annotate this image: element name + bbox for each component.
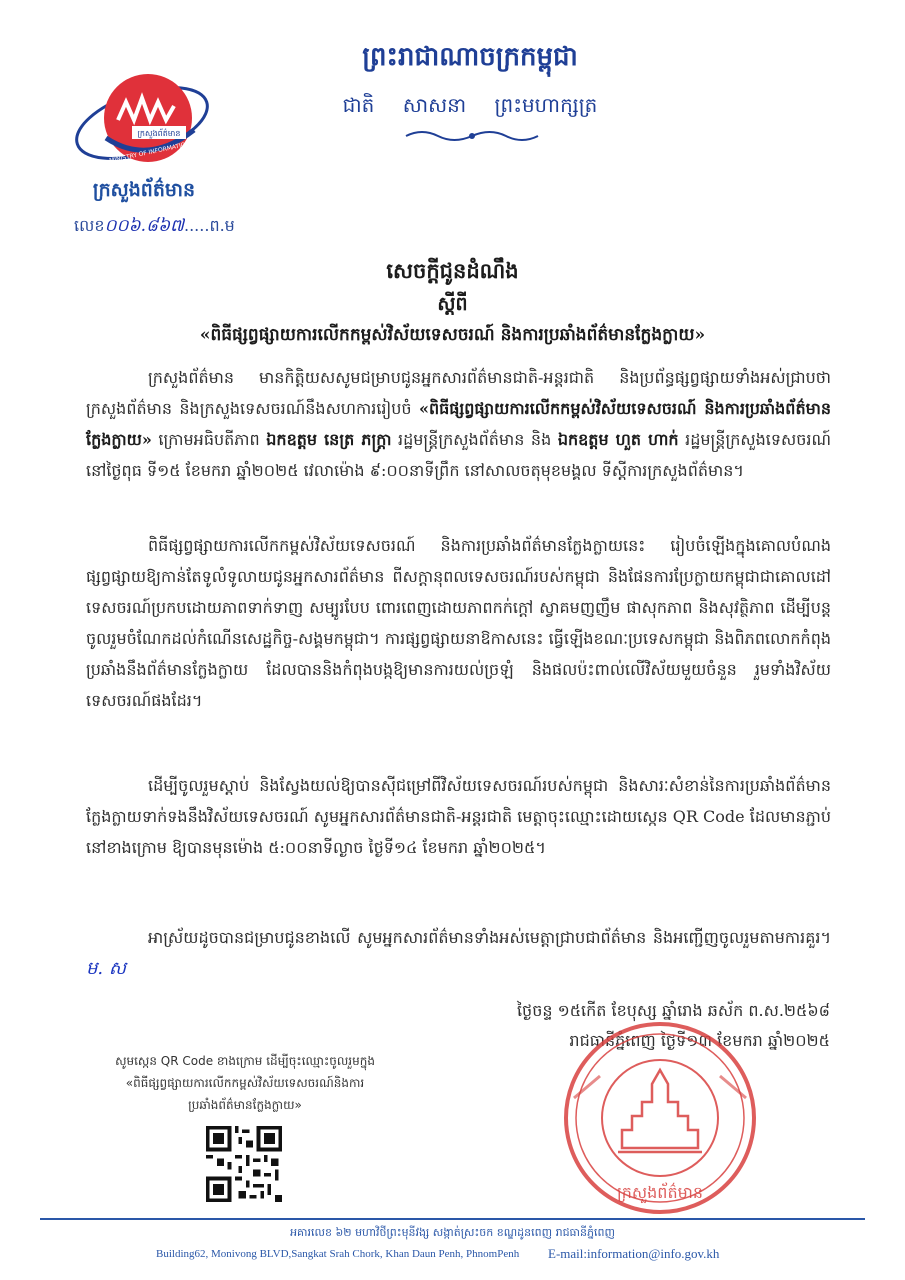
qr-instructions bbox=[90, 1050, 400, 1116]
paragraph-1 bbox=[86, 362, 831, 486]
ref-number: ០០៦.៨៦៧ bbox=[104, 216, 184, 236]
footer-divider bbox=[40, 1218, 865, 1220]
handwritten-initials: ម. ស bbox=[86, 958, 127, 979]
qr-note-line-2: «ពិធីផ្សព្វផ្សាយការលើកកម្ពស់វិស័យទេសចរណ៍និងការ bbox=[125, 1076, 365, 1090]
logo-text-en: MINISTRY OF INFORMATION bbox=[108, 140, 191, 165]
kingdom-heading: ព្រះរាជាណាចក្រកម្ពុជា bbox=[362, 42, 578, 72]
ministry-logo bbox=[70, 68, 220, 178]
ref-suffix: ព.ម bbox=[209, 216, 235, 235]
notice-subtitle: ស្ដីពី bbox=[437, 293, 468, 315]
qr-note-line-3: ប្រឆាំងព័ត៌មានក្លែងក្លាយ» bbox=[188, 1098, 302, 1112]
logo-text-km: ក្រសួងព័ត៌មាន bbox=[137, 129, 181, 138]
p1-text-c: រដ្ឋមន្ត្រីក្រសួងព័ត៌មាន និង bbox=[391, 430, 558, 449]
reference-number: លេខ០០៦.៨៦៧.....ព.ម bbox=[74, 216, 235, 236]
footer-address-en: Building62, Monivong BLVD,Sangkat Srah Chork, Khan Daun Penh, PhnomPenh bbox=[156, 1248, 520, 1260]
solar-date: រាជធានីភ្នំពេញ ថ្ងៃទី១៣ ខែមករា ឆ្នាំ២០២៥ bbox=[569, 1031, 830, 1050]
paragraph-3: ដើម្បីចូលរួមស្ដាប់ និងស្វែងយល់ឱ្យបានស៊ីជម្រៅពីវិស័យទេសចរណ៍របស់កម្ពុជា និងសារៈសំខាន់នៃការប្រឆាំងព័ត៌មានក្លែងក្លាយទាក់ទងនឹងវិស័យទេសចរណ៍ សូមអ្នកសារព័ត៌មានជាតិ-អន្តរជាតិ មេត្តាចុះឈ្មោះដោយស្កេន QR Code ដែលមានភ្ជាប់នៅខាងក្រោម ឱ្យបានមុនម៉ោង ៥:០០នាទីល្ងាច ថ្ងៃទី១៤ ខែមករា ឆ្នាំ២០២៥។ bbox=[86, 776, 831, 857]
footer-address-km: អគារលេខ ៦២ មហាវិថីព្រះមុនីវង្ស សង្កាត់ស្រះចក ខណ្ឌដូនពេញ រាជធានីភ្នំពេញ bbox=[290, 1226, 615, 1239]
p1-text-d: រដ្ឋមន្ត្រីក្រសួងទេសចរណ៍ នៅថ្ងៃពុធ ទី១៥ ខែមករា ឆ្នាំ២០២៥ វេលាម៉ោង ៩:០០នាទីព្រឹក នៅសាលចតុមុខមង្គល ទីស្ដីការក្រសួងព័ត៌មាន។ bbox=[86, 430, 831, 480]
paragraph-2: ពិធីផ្សព្វផ្សាយការលើកកម្ពស់វិស័យទេសចរណ៍ និងការប្រឆាំងព័ត៌មានក្លែងក្លាយនេះ រៀបចំឡើងក្នុងគោលបំណងផ្សព្វផ្សាយឱ្យកាន់តែទូលំទូលាយជូនអ្នកសារព័ត៌មាន ពីសក្ដានុពលទេសចរណ៍របស់កម្ពុជា និងផែនការប្រែក្លាយកម្ពុជាជាគោលដៅទេសចរណ៍ប្រកបដោយភាពទាក់ទាញ សម្បូរបែប ពោរពេញដោយភាពកក់ក្ដៅ ស្វាគមញញឹម ផាសុកភាព និងសុវត្ថិភាព ដើម្បីបន្តចូលរួមចំណែកដល់កំណើនសេដ្ឋកិច្ច-សង្គមកម្ពុជា។ ការផ្សព្វផ្សាយនាឱកាសនេះ ធ្វើឡើងខណៈប្រទេសកម្ពុជា និងពិភពលោកកំពុងប្រឆាំងនឹងព័ត៌មានក្លែងក្លាយ ដែលបាននិងកំពុងបង្កឱ្យមានការយល់ច្រឡំ និងផលប៉ះពាល់លើវិស័យមួយចំនួន រួមទាំងវិស័យទេសចរណ៍ផងដែរ។ bbox=[86, 536, 831, 710]
ministry-name: ក្រសួងព័ត៌មាន bbox=[92, 179, 196, 201]
p4-text: អាស្រ័យដូចបានជម្រាបជូនខាងលើ សូមអ្នកសារព័ត៌មានទាំងអស់មេត្តាជ្រាបជាព័ត៌មាន និងអញ្ជើញចូលរួមតាមការគួរ។ bbox=[148, 928, 831, 947]
notice-title: សេចក្ដីជូនដំណឹង bbox=[386, 258, 519, 283]
paragraph-4 bbox=[86, 922, 831, 984]
official-seal-icon bbox=[560, 1018, 760, 1218]
p1-minister-1: ឯកឧត្តម នេត្រ ភក្ត្រា bbox=[266, 430, 392, 449]
event-title: «ពិធីផ្សព្វផ្សាយការលើកកម្ពស់វិស័យទេសចរណ៍ និងការប្រឆាំងព័ត៌មានក្លែងក្លាយ» bbox=[199, 325, 706, 345]
seal-text: ក្រសួងព័ត៌មាន bbox=[616, 1183, 704, 1202]
qr-code-icon[interactable] bbox=[206, 1126, 282, 1202]
ref-prefix: លេខ bbox=[74, 216, 105, 235]
p1-event-name: «ពិធីផ្សព្វផ្សាយការលើកកម្ពស់វិស័យទេសចរណ៍ និងការប្រឆាំងព័ត៌មានក្លែងក្លាយ» bbox=[86, 399, 831, 449]
p1-text-a: ក្រសួងព័ត៌មាន មានកិត្តិយសសូមជម្រាបជូនអ្នកសារព័ត៌មានជាតិ-អន្តរជាតិ និងប្រព័ន្ធផ្សព្វផ្សាយទាំងអស់ជ្រាបថា ក្រសួងព័ត៌មាន និងក្រសួងទេសចរណ៍នឹងសហការរៀបចំ bbox=[86, 368, 831, 418]
p1-minister-2: ឯកឧត្តម ហួត ហាក់ bbox=[557, 430, 679, 449]
ornament-divider bbox=[402, 128, 542, 144]
qr-note-line-1: សូមស្កេន QR Code ខាងក្រោម ដើម្បីចុះឈ្មោះចូលរួមក្នុង bbox=[115, 1054, 375, 1068]
p1-text-b: ក្រោមអធិបតីភាព bbox=[151, 430, 267, 449]
lunar-date: ថ្ងៃចន្ទ ១៥កើត ខែបុស្ស ឆ្នាំរោង ឆស័ក ព.ស.២៥៦៨ bbox=[516, 1001, 830, 1020]
national-motto: ជាតិ សាសនា ព្រះមហាក្សត្រ bbox=[342, 93, 598, 117]
footer-email-link[interactable]: E-mail:information@info.gov.kh bbox=[548, 1246, 720, 1261]
